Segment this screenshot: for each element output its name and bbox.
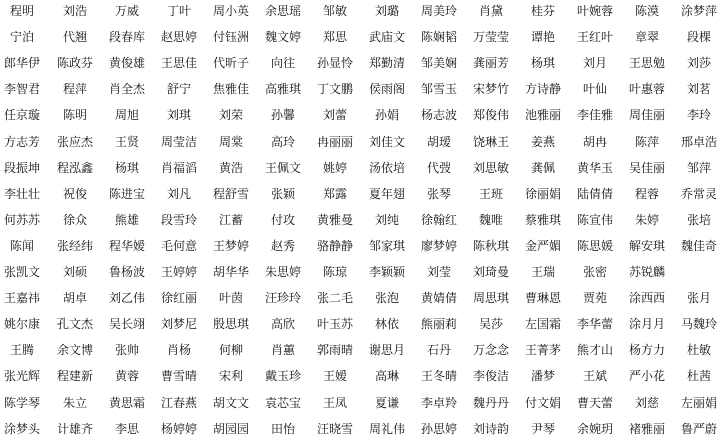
name-cell: 饶琳王 xyxy=(472,134,510,149)
name-cell: 黄雅曼 xyxy=(316,212,354,227)
name-cell: 郑思 xyxy=(322,30,348,45)
name-cell: 石丹 xyxy=(426,343,452,358)
name-cell: 解安琪 xyxy=(628,238,666,253)
name-cell: 程蓉 xyxy=(634,186,660,201)
name-cell: 叶仙 xyxy=(582,82,608,97)
name-cell: 万威 xyxy=(114,4,140,18)
name-row xyxy=(0,131,725,153)
name-cell: 高琳 xyxy=(374,369,400,384)
name-cell: 王班 xyxy=(478,186,504,201)
name-cell: 付攻 xyxy=(270,212,296,227)
name-cell: 段雪玲 xyxy=(160,212,198,227)
name-cell: 左丽娟 xyxy=(680,395,718,410)
name-cell: 袁芯宝 xyxy=(264,395,302,410)
name-cell: 李卓羚 xyxy=(420,395,458,410)
name-cell: 王婷婷 xyxy=(160,265,198,279)
name-cell: 肖黛 xyxy=(478,4,504,18)
name-cell: 潘梦 xyxy=(530,369,556,384)
name-row xyxy=(0,287,725,309)
name-cell: 黄蓉 xyxy=(114,369,140,384)
name-cell: 熊雄 xyxy=(114,212,140,227)
name-cell: 高欣 xyxy=(270,317,296,332)
name-cell: 徐翰红 xyxy=(420,212,458,227)
name-cell: 殷思琪 xyxy=(212,317,250,332)
name-cell: 张琴 xyxy=(426,186,452,201)
name-cell: 刘茗 xyxy=(686,82,712,97)
name-cell: 肖杨 xyxy=(166,343,192,358)
name-cell: 刘莹 xyxy=(426,265,452,279)
name-cell: 陈明 xyxy=(62,108,88,123)
name-cell: 邢卓浩 xyxy=(680,134,718,149)
name-cell: 王菁茅 xyxy=(524,343,562,358)
name-cell: 王嫒 xyxy=(322,369,348,384)
name-cell: 李玲 xyxy=(686,108,712,123)
name-cell: 张颖 xyxy=(270,186,296,201)
name-cell: 刘乙伟 xyxy=(108,291,146,306)
name-cell: 付文娟 xyxy=(524,395,562,410)
name-cell: 王思勉 xyxy=(628,56,666,71)
name-cell: 田怡 xyxy=(270,421,296,436)
name-cell: 池雅丽 xyxy=(524,108,562,123)
name-cell: 涂梦萍 xyxy=(680,4,718,18)
name-cell: 朱婷 xyxy=(634,212,660,227)
name-cell: 熊才山 xyxy=(576,343,614,358)
name-cell: 魏丹丹 xyxy=(472,395,510,410)
name-cell: 付钰洲 xyxy=(212,30,250,45)
name-cell: 徐众 xyxy=(62,212,88,227)
name-cell: 曹雪晴 xyxy=(160,369,198,384)
name-cell: 张泡 xyxy=(374,291,400,306)
name-row xyxy=(0,261,725,283)
name-cell: 黄俊雄 xyxy=(108,56,146,71)
name-cell: 乔常灵 xyxy=(680,186,718,201)
name-cell: 涂梦头 xyxy=(3,421,41,436)
name-cell: 王思佳 xyxy=(160,56,198,71)
name-cell: 程华嫒 xyxy=(108,238,146,253)
name-cell: 杜敏 xyxy=(686,343,712,358)
name-cell: 余思瑶 xyxy=(264,4,302,18)
name-cell: 章翠 xyxy=(634,30,660,45)
name-cell: 胡文文 xyxy=(212,395,250,410)
name-cell: 肖全杰 xyxy=(108,82,146,97)
name-cell: 万念念 xyxy=(472,343,510,358)
name-cell: 吴莎 xyxy=(478,317,504,332)
name-cell: 朱立 xyxy=(62,395,88,410)
name-cell: 程舒雪 xyxy=(212,186,250,201)
name-cell: 尹琴 xyxy=(530,421,556,436)
name-cell: 刘诗韵 xyxy=(472,421,510,436)
name-cell: 刘纯 xyxy=(374,212,400,227)
name-cell: 段振坤 xyxy=(3,160,41,175)
name-cell: 李智君 xyxy=(3,82,41,97)
name-cell: 王凤 xyxy=(322,395,348,410)
name-cell: 黄婧倩 xyxy=(420,291,458,306)
name-cell: 张月 xyxy=(686,291,712,306)
name-cell: 李佳雅 xyxy=(576,108,614,123)
name-cell: 刘硕 xyxy=(62,265,88,279)
name-cell: 毛何意 xyxy=(160,238,198,253)
name-cell: 陈琼 xyxy=(322,265,348,279)
name-cell: 陈闻 xyxy=(9,238,35,253)
name-row xyxy=(0,26,725,48)
name-cell: 赵秀 xyxy=(270,238,296,253)
name-cell: 左国霜 xyxy=(524,317,562,332)
name-cell: 黄浩 xyxy=(218,160,244,175)
name-cell: 王红叶 xyxy=(576,30,614,45)
name-cell: 刘琦曼 xyxy=(472,265,510,279)
name-cell: 陈宣伟 xyxy=(576,212,614,227)
name-cell: 汪晓雪 xyxy=(316,421,354,436)
name-cell: 王腾 xyxy=(9,343,35,358)
name-cell: 熊丽莉 xyxy=(420,317,458,332)
name-cell: 刘佳文 xyxy=(368,134,406,149)
name-cell: 龚佩 xyxy=(530,160,556,175)
name-cell: 龚丽芳 xyxy=(472,56,510,71)
name-cell: 侯雨阁 xyxy=(368,82,406,97)
name-cell: 胡冉 xyxy=(582,134,608,149)
name-cell: 冉丽丽 xyxy=(316,134,354,149)
name-cell: 陈学琴 xyxy=(3,395,41,410)
name-cell: 黄思霜 xyxy=(108,395,146,410)
name-row xyxy=(0,209,725,231)
name-cell: 王梦婷 xyxy=(212,238,250,253)
name-cell: 叶茵 xyxy=(218,291,244,306)
name-cell: 丁叶 xyxy=(166,4,192,18)
name-cell: 向往 xyxy=(270,56,296,71)
name-cell: 郑勤清 xyxy=(368,56,406,71)
name-cell: 余婉玥 xyxy=(576,421,614,436)
name-cell: 周莹洁 xyxy=(160,134,198,149)
name-cell: 周美玲 xyxy=(420,4,458,18)
name-cell: 刘璐 xyxy=(374,4,400,18)
name-row xyxy=(0,104,725,126)
name-cell: 贾苑 xyxy=(582,291,608,306)
name-cell: 戴玉珍 xyxy=(264,369,302,384)
name-cell: 马魏玲 xyxy=(680,317,718,332)
name-cell: 杨婷婷 xyxy=(160,421,198,436)
name-cell: 严小花 xyxy=(628,369,666,384)
name-cell: 涂月月 xyxy=(628,317,666,332)
name-row xyxy=(0,339,725,361)
name-cell: 王瑞 xyxy=(530,265,556,279)
name-cell: 谭艳 xyxy=(530,30,556,45)
name-cell: 夏谦 xyxy=(374,395,400,410)
name-cell: 周旭 xyxy=(114,108,140,123)
name-cell: 程明 xyxy=(9,4,35,18)
name-cell: 武庙文 xyxy=(368,30,406,45)
name-cell: 张凯文 xyxy=(3,265,41,279)
name-cell: 姚婷 xyxy=(322,160,348,175)
name-cell: 程萍 xyxy=(62,82,88,97)
name-cell: 张培 xyxy=(686,212,712,227)
name-cell: 肖福滔 xyxy=(160,160,198,175)
name-cell: 叶玉苏 xyxy=(316,317,354,332)
name-cell: 刘慈 xyxy=(634,395,660,410)
name-cell: 叶惠蓉 xyxy=(628,82,666,97)
name-row xyxy=(0,52,725,74)
name-cell: 汤依培 xyxy=(368,160,406,175)
name-cell: 叶婉蓉 xyxy=(576,4,614,18)
name-cell: 周思琪 xyxy=(472,291,510,306)
name-cell: 张二毛 xyxy=(316,291,354,306)
name-cell: 宋梦竹 xyxy=(472,82,510,97)
name-cell: 黄华玉 xyxy=(576,160,614,175)
name-cell: 孙思婷 xyxy=(420,421,458,436)
name-cell: 魏文婷 xyxy=(264,30,302,45)
name-cell: 代昕子 xyxy=(212,56,250,71)
name-cell: 邹美娴 xyxy=(420,56,458,71)
name-cell: 程泓鑫 xyxy=(56,160,94,175)
name-cell: 张应杰 xyxy=(56,134,94,149)
name-cell: 杨志波 xyxy=(420,108,458,123)
name-cell: 夏年翅 xyxy=(368,186,406,201)
name-cell: 郎华伊 xyxy=(3,56,41,71)
name-cell: 褚雅丽 xyxy=(628,421,666,436)
name-cell: 李颖颖 xyxy=(368,265,406,279)
name-row xyxy=(0,365,725,387)
name-cell: 刘凡 xyxy=(166,186,192,201)
name-cell: 高雅琪 xyxy=(264,82,302,97)
name-cell: 郑俊伟 xyxy=(472,108,510,123)
name-cell: 段棵 xyxy=(686,30,712,45)
name-cell: 代弢 xyxy=(426,160,452,175)
name-cell: 胡瑷 xyxy=(426,134,452,149)
name-cell: 朱思婷 xyxy=(264,265,302,279)
name-cell: 胡卓 xyxy=(62,291,88,306)
name-cell: 刘荣 xyxy=(218,108,244,123)
name-cell: 万莹莹 xyxy=(472,30,510,45)
name-cell: 陈娴韬 xyxy=(420,30,458,45)
name-cell: 刘琪 xyxy=(166,108,192,123)
name-cell: 张密 xyxy=(582,265,608,279)
name-cell: 李壮壮 xyxy=(3,186,41,201)
name-cell: 李华蕾 xyxy=(576,317,614,332)
name-cell: 余文博 xyxy=(56,343,94,358)
name-cell: 宋利 xyxy=(218,369,244,384)
name-cell: 周佳丽 xyxy=(628,108,666,123)
name-cell: 桂芬 xyxy=(530,4,556,18)
name-row xyxy=(0,392,725,414)
name-cell: 杨方力 xyxy=(628,343,666,358)
name-cell: 刘梦尼 xyxy=(160,317,198,332)
name-cell: 廖梦婷 xyxy=(420,238,458,253)
name-cell: 蔡雅琪 xyxy=(524,212,562,227)
name-cell: 祝俊 xyxy=(62,186,88,201)
name-cell: 骆静静 xyxy=(316,238,354,253)
name-cell: 鲁严蔚 xyxy=(680,421,718,436)
name-cell: 宁泊 xyxy=(9,30,35,45)
name-cell: 孙娟 xyxy=(374,108,400,123)
name-cell: 魏唯 xyxy=(478,212,504,227)
name-row xyxy=(0,183,725,205)
name-cell: 王斌 xyxy=(582,369,608,384)
name-cell: 肖蕙 xyxy=(270,343,296,358)
name-cell: 鲁杨波 xyxy=(108,265,146,279)
name-cell: 胡华华 xyxy=(212,265,250,279)
name-row xyxy=(0,0,725,22)
name-cell: 方诗静 xyxy=(524,82,562,97)
name-cell: 曹琳恩 xyxy=(524,291,562,306)
name-cell: 丁文鹏 xyxy=(316,82,354,97)
name-cell: 张帅 xyxy=(114,343,140,358)
name-cell: 苏锐麟 xyxy=(628,265,666,279)
name-cell: 王嘉祎 xyxy=(3,291,41,306)
name-cell: 张经纬 xyxy=(56,238,94,253)
name-cell: 涂西西 xyxy=(628,291,666,306)
name-cell: 杜茜 xyxy=(686,369,712,384)
name-cell: 李思 xyxy=(114,421,140,436)
name-cell: 孔文杰 xyxy=(56,317,94,332)
name-cell: 邹家琪 xyxy=(368,238,406,253)
name-cell: 邹萍 xyxy=(686,160,712,175)
name-cell: 魏佳奇 xyxy=(680,238,718,253)
name-cell: 曹天蕾 xyxy=(576,395,614,410)
name-cell: 王贤 xyxy=(114,134,140,149)
name-cell: 舒宁 xyxy=(166,82,192,97)
name-cell: 程建新 xyxy=(56,369,94,384)
name-cell: 陈政芬 xyxy=(56,56,94,71)
name-cell: 郭雨晴 xyxy=(316,343,354,358)
name-cell: 代翘 xyxy=(62,30,88,45)
name-cell: 谢思月 xyxy=(368,343,406,358)
name-cell: 杨琪 xyxy=(530,56,556,71)
name-cell: 陈思媛 xyxy=(576,238,614,253)
name-cell: 江春燕 xyxy=(160,395,198,410)
name-cell: 周礼伟 xyxy=(368,421,406,436)
name-cell: 林依 xyxy=(374,317,400,332)
name-cell: 徐红丽 xyxy=(160,291,198,306)
name-cell: 杨琪 xyxy=(114,160,140,175)
name-cell: 陈秋琪 xyxy=(472,238,510,253)
name-cell: 高玲 xyxy=(270,134,296,149)
name-cell: 刘浩 xyxy=(62,4,88,18)
name-row xyxy=(0,418,725,440)
name-cell: 方志芳 xyxy=(3,134,41,149)
name-cell: 王冬晴 xyxy=(420,369,458,384)
name-cell: 邹敏 xyxy=(322,4,348,18)
name-cell: 刘思敏 xyxy=(472,160,510,175)
name-cell: 陈进宝 xyxy=(108,186,146,201)
name-cell: 郑露 xyxy=(322,186,348,201)
name-cell: 周棠 xyxy=(218,134,244,149)
name-row xyxy=(0,78,725,100)
name-cell: 周小英 xyxy=(212,4,250,18)
name-row xyxy=(0,313,725,335)
name-cell: 陈萍 xyxy=(634,134,660,149)
name-cell: 吴长翊 xyxy=(108,317,146,332)
name-cell: 焦雅佳 xyxy=(212,82,250,97)
name-cell: 任京璇 xyxy=(3,108,41,123)
name-cell: 邹雪玉 xyxy=(420,82,458,97)
name-cell: 刘莎 xyxy=(686,56,712,71)
name-cell: 江蓄 xyxy=(218,212,244,227)
name-cell: 李俊洁 xyxy=(472,369,510,384)
name-cell: 汪珍玲 xyxy=(264,291,302,306)
name-cell: 何苏苏 xyxy=(3,212,41,227)
name-row xyxy=(0,235,725,257)
name-cell: 陆倩倩 xyxy=(576,186,614,201)
name-cell: 何柳 xyxy=(218,343,244,358)
name-cell: 孙显怜 xyxy=(316,56,354,71)
name-cell: 陈漠 xyxy=(634,4,660,18)
name-cell: 徐丽娟 xyxy=(524,186,562,201)
name-cell: 张光辉 xyxy=(3,369,41,384)
name-cell: 金严媚 xyxy=(524,238,562,253)
name-row xyxy=(0,157,725,179)
name-cell: 胡园园 xyxy=(212,421,250,436)
name-cell: 赵思婷 xyxy=(160,30,198,45)
name-cell: 计雄齐 xyxy=(56,421,94,436)
name-cell: 刘月 xyxy=(582,56,608,71)
name-cell: 刘蕾 xyxy=(322,108,348,123)
name-cell: 姜燕 xyxy=(530,134,556,149)
name-cell: 吴佳丽 xyxy=(628,160,666,175)
name-cell: 王佩文 xyxy=(264,160,302,175)
name-cell: 段春库 xyxy=(108,30,146,45)
name-cell: 姚尔康 xyxy=(3,317,41,332)
name-cell: 孙馨 xyxy=(270,108,296,123)
